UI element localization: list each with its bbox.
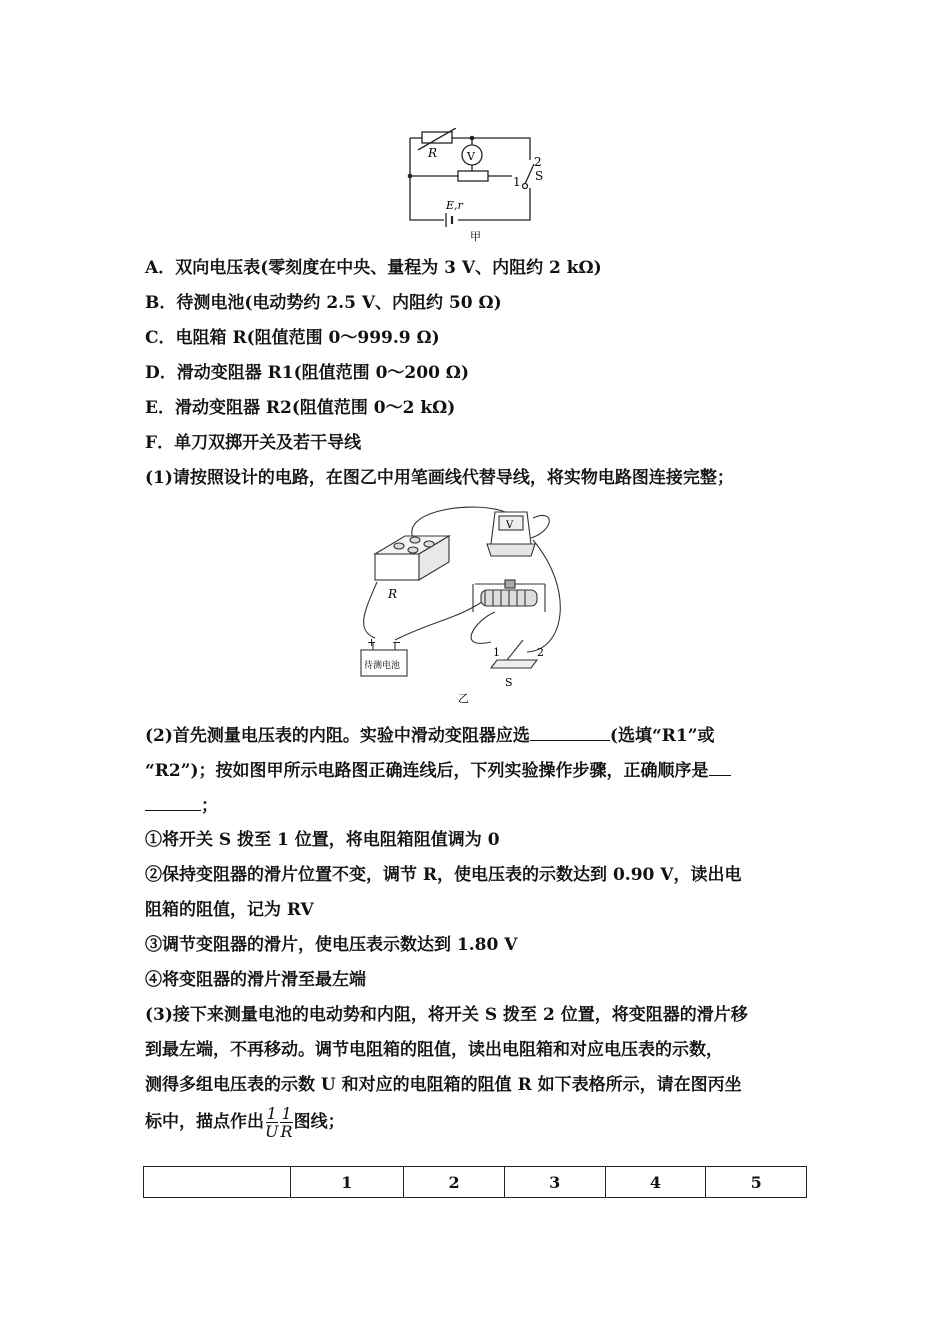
junction-dot	[470, 136, 475, 141]
question-3-line-2: 到最左端，不再移动。调节电阻箱的阻值，读出电阻箱和对应电压表的示数，	[145, 1040, 723, 1060]
q2-text-a: (2)首先测量电压表的内阻。实验中滑动变阻器应选	[145, 726, 530, 746]
answer-blank-2a[interactable]	[709, 759, 731, 776]
fraction-1-over-u: $\frac{1}{U}$	[265, 1104, 279, 1141]
label-S: S	[505, 676, 513, 689]
label-plus: +	[367, 636, 377, 649]
label-V: V	[467, 150, 475, 163]
question-1: (1)请按照设计的电路，在图乙中用笔画线代替导线，将实物电路图连接完整；	[145, 468, 734, 488]
q2-text-b: (选填“R1”或	[609, 726, 715, 746]
label-R: R	[388, 587, 398, 601]
option-c: C．电阻箱 R(阻值范围 0～999.9 Ω)	[145, 328, 440, 348]
data-table	[143, 1166, 807, 1198]
fraction-1-over-r: $\frac{1}{R}$	[280, 1104, 293, 1141]
label-battery: 待测电池	[364, 661, 401, 671]
step-1: ①将开关 S 拨至 1 位置，将电阻箱阻值调为 0	[145, 830, 500, 850]
option-e: E．滑动变阻器 R2(阻值范围 0～2 kΩ)	[145, 398, 456, 418]
caption-yi: 乙	[458, 692, 469, 705]
question-3-line-4	[145, 1104, 345, 1140]
junction-dot	[408, 174, 413, 179]
q3-post: 图线；	[293, 1112, 345, 1132]
label-minus: −	[392, 636, 402, 649]
label-1: 1	[493, 646, 500, 659]
figure-circuit-jia	[400, 128, 560, 246]
option-f: F．单刀双掷开关及若干导线	[145, 433, 362, 453]
table-cell: 5	[706, 1167, 807, 1198]
question-3-line-3: 测得多组电压表的示数 U 和对应的电阻箱的阻值 R 如下表格所示，请在图丙坐	[145, 1075, 742, 1095]
q2-text-end: ；	[201, 796, 218, 816]
figure-apparatus-yi	[355, 500, 580, 710]
step-2: ②保持变阻器的滑片位置不变，调节 R，使电压表的示数达到 0.90 V，读出电	[145, 865, 742, 885]
circuit-diagram-svg	[400, 128, 560, 246]
caption-jia: 甲	[470, 230, 481, 243]
label-2: 2	[537, 646, 544, 659]
label-Er: E,r	[446, 199, 463, 212]
label-V: V	[506, 520, 514, 531]
answer-blank-1[interactable]	[530, 724, 610, 741]
q2-text-c: “R2”)；按如图甲所示电路图正确连线后，下列实验操作步骤，正确顺序是	[145, 761, 709, 781]
option-d: D．滑动变阻器 R1(阻值范围 0～200 Ω)	[145, 363, 469, 383]
label-R: R	[428, 146, 438, 160]
answer-blank-2b[interactable]	[145, 794, 201, 811]
step-2-continued: 阻箱的阻值，记为 RV	[145, 900, 314, 920]
table-cell: 4	[605, 1167, 706, 1198]
table-header-row	[144, 1167, 807, 1198]
label-S: S	[535, 169, 544, 183]
question-2-line-2	[145, 759, 731, 782]
label-1: 1	[513, 175, 521, 189]
table-cell: 3	[504, 1167, 605, 1198]
question-2-line-3	[145, 794, 218, 817]
option-a: A．双向电压表(零刻度在中央、量程为 3 V、内阻约 2 kΩ)	[145, 258, 602, 278]
table-cell	[144, 1167, 291, 1198]
step-4: ④将变阻器的滑片滑至最左端	[145, 970, 366, 990]
q3-pre: 标中，描点作出	[145, 1112, 264, 1132]
label-2: 2	[534, 155, 542, 169]
apparatus-diagram-svg	[355, 500, 580, 710]
question-3-line-1: (3)接下来测量电池的电动势和内阻，将开关 S 拨至 2 位置，将变阻器的滑片移	[145, 1005, 748, 1025]
question-2-line-1	[145, 724, 714, 747]
option-b: B．待测电池(电动势约 2.5 V、内阻约 50 Ω)	[145, 293, 502, 313]
table-cell: 1	[290, 1167, 404, 1198]
table-cell: 2	[404, 1167, 505, 1198]
step-3: ③调节变阻器的滑片，使电压表示数达到 1.80 V	[145, 935, 518, 955]
